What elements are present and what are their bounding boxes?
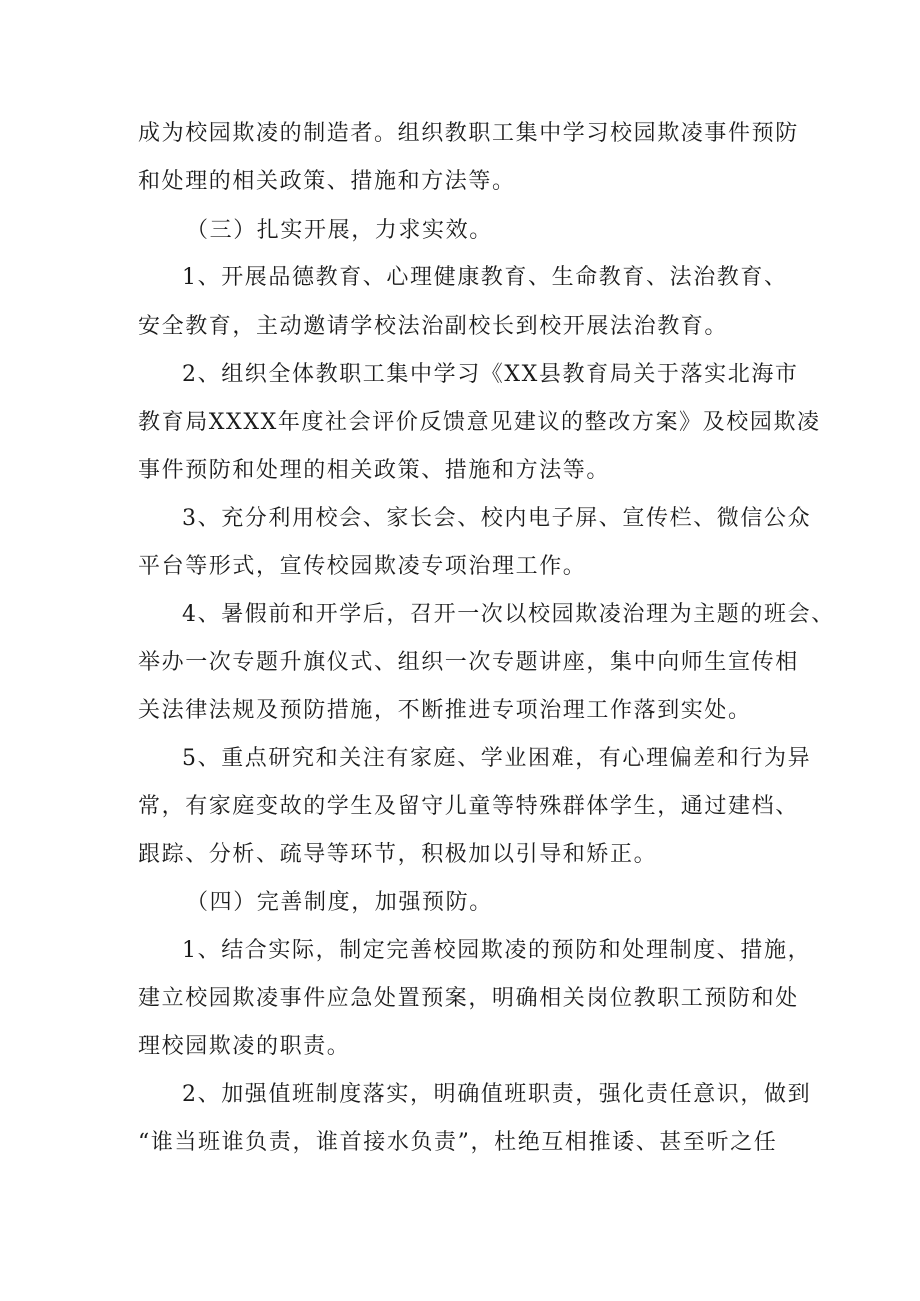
text-line: 平台等形式，宣传校园欺凌专项治理工作。 xyxy=(138,554,587,579)
text-line: 4、暑假前和开学后，召开一次以校园欺凌治理为主题的班会、 xyxy=(182,602,835,627)
text-line: 举办一次专题升旗仪式、组织一次专题讲座，集中向师生宣传相 xyxy=(138,650,799,675)
text-line: 3、充分利用校会、家长会、校内电子屏、宣传栏、微信公众 xyxy=(182,506,812,531)
text-line: 2、加强值班制度落实，明确值班职责，强化责任意识，做到 xyxy=(182,1082,812,1107)
text-line: 事件预防和处理的相关政策、措施和方法等。 xyxy=(138,458,611,483)
text-line: 跟踪、分析、疏导等环节，积极加以引导和矫正。 xyxy=(138,842,658,867)
text-line: 1、开展品德教育、心理健康教育、生命教育、法治教育、 xyxy=(182,265,788,290)
text-line: 理校园欺凌的职责。 xyxy=(138,1034,351,1059)
text-line: 关法律法规及预防措施，不断推进专项治理工作落到实处。 xyxy=(138,698,752,723)
section-heading: （三）扎实开展，力求实效。 xyxy=(186,218,493,243)
text-line: 建立校园欺凌事件应急处置预案，明确相关岗位教职工预防和处 xyxy=(138,986,799,1011)
text-line: 5、重点研究和关注有家庭、学业困难，有心理偏差和行为异 xyxy=(182,746,812,771)
text-line: 安全教育，主动邀请学校法治副校长到校开展法治教育。 xyxy=(138,314,729,339)
text-line: 2、组织全体教职工集中学习《XX县教育局关于落实北海市 xyxy=(182,362,799,387)
text-line: 和处理的相关政策、措施和方法等。 xyxy=(138,169,516,194)
text-line: 常，有家庭变故的学生及留守儿童等特殊群体学生，通过建档、 xyxy=(138,794,799,819)
text-line: “谁当班谁负责，谁首接水负责”，杜绝互相推诿、甚至听之任 xyxy=(138,1130,778,1155)
text-line: 成为校园欺凌的制造者。组织教职工集中学习校园欺凌事件预防 xyxy=(138,121,799,146)
text-line: 1、结合实际，制定完善校园欺凌的预防和处理制度、措施， xyxy=(182,938,812,963)
section-heading: （四）完善制度，加强预防。 xyxy=(186,890,493,915)
text-line: 教育局XXXX年度社会评价反馈意见建议的整改方案》及校园欺凌 xyxy=(138,410,821,435)
